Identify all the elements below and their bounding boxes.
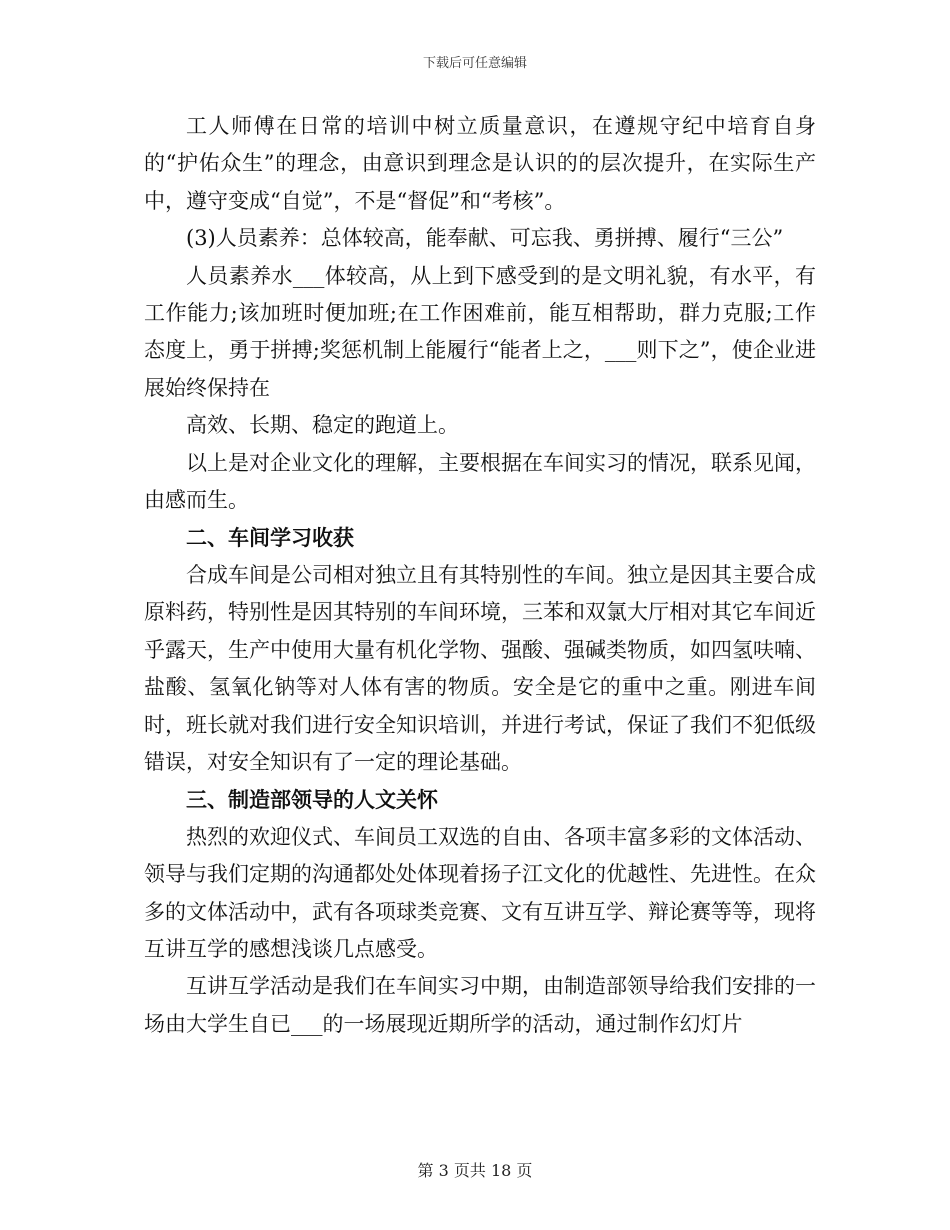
page-footer: 第 3 页共 18 页 <box>417 1161 533 1180</box>
paragraph-track: 高效、长期、稳定的跑道上。 <box>186 413 459 438</box>
paragraph-activities: 热烈的欢迎仪式、车间员工双选的自由、各项丰富多彩的文体活动、领导与我们定期的沟通都处处体现着扬子江文化的优越性、先进性。在众多的文体活动中，武有各项球类竞赛、文有互讲互学、辩论赛等等，现将互讲互学的感想浅谈几点感受。 <box>144 824 816 961</box>
section-heading-humanistic-care: 三、制造部领导的人文关怀 <box>186 787 438 813</box>
paragraph-quality-awareness: 工人师傅在日常的培训中树立质量意识，在遵规守纪中培育自身的“护佑众生”的理念，由意识到理念是认识的的层次提升，在实际生产中，遵守变成“自觉”，不是“督促”和“考核”。 <box>144 114 816 213</box>
paragraph-personnel-quality-title: (3)人员素养：总体较高，能奉献、可忘我、勇拼搏、履行“三公” <box>186 226 784 251</box>
paragraph-personnel-quality: 人员素养水___体较高，从上到下感受到的是文明礼貌，有水平，有工作能力;该加班时便加班;在工作困难前，能互相帮助，群力克服;工作态度上，勇于拼搏;奖惩机制上能履行“能者上之，___则下之”，使企业进展始终保持在 <box>144 263 816 400</box>
paragraph-mutual-learning: 互讲互学活动是我们在车间实习中期，由制造部领导给我们安排的一场由大学生自已___的一场展现近期所学的活动，通过制作幻灯片 <box>144 974 816 1036</box>
paragraph-culture-summary: 以上是对企业文化的理解，主要根据在车间实习的情况，联系见闻，由感而生。 <box>144 450 816 513</box>
section-heading-workshop-gains: 二、车间学习收获 <box>186 525 354 551</box>
document-body <box>144 108 816 1043</box>
paragraph-workshop: 合成车间是公司相对独立且有其特别性的车间。独立是因其主要合成原料药，特别性是因其特别的车间环境，三苯和双氯大厅相对其它车间近乎露天，生产中使用大量有机化学物、强酸、强碱类物质，如四氢呋喃、盐酸、氢氧化钠等对人体有害的物质。安全是它的重中之重。刚进车间时，班长就对我们进行安全知识培训，并进行考试，保证了我们不犯低级错误，对安全知识有了一定的理论基础。 <box>144 562 816 774</box>
page-header: 下载后可任意编辑 <box>422 56 527 71</box>
